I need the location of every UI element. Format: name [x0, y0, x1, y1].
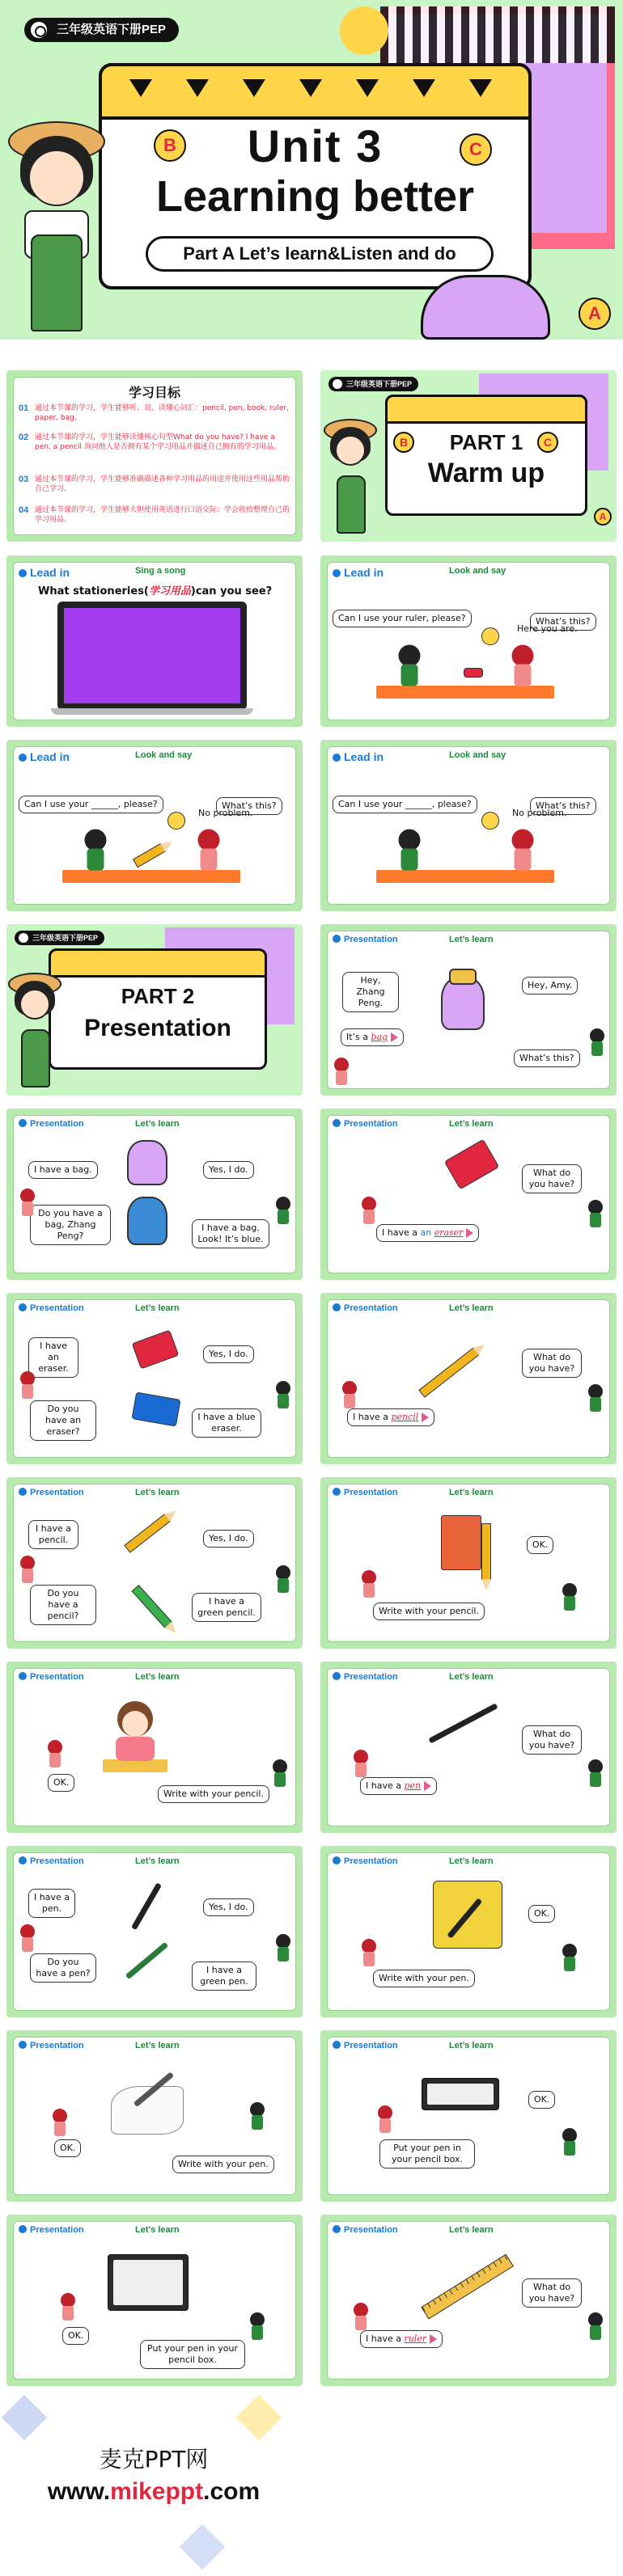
smile-icon — [481, 627, 499, 645]
activity-label: Let’s learn — [135, 1119, 180, 1129]
speech-bubble: I have a bag. Look! It’s blue. — [192, 1219, 269, 1248]
speech-bubble: Write with your pen. — [373, 1970, 475, 1987]
grade-tag-label: 三年级英语下册PEP — [57, 23, 167, 36]
pencil-box-icon — [422, 2078, 499, 2110]
speech-bubble: I have a green pencil. — [192, 1593, 261, 1622]
speech-bubble: I have a pencil. — [28, 1520, 78, 1549]
speech-bubble: Do you have a pencil? — [30, 1585, 96, 1625]
part-card-header — [49, 948, 267, 978]
boy-figure — [271, 1759, 289, 1787]
triangle-decoration — [469, 79, 492, 97]
slide-part1-warmup[interactable] — [320, 370, 617, 542]
vocab-bubble: I have a pen — [360, 1777, 437, 1795]
section-label: Lead in — [333, 566, 384, 579]
grade-tag — [24, 18, 179, 42]
triangle-decoration — [243, 79, 265, 97]
girl-shirt — [116, 1737, 155, 1761]
activity-label: Let’s learn — [449, 935, 494, 944]
eraser-icon — [464, 668, 483, 678]
vocab-bubble: I have a an eraser — [376, 1224, 479, 1242]
section-label: Presentation — [333, 2225, 398, 2235]
grade-tag: 三年级英语下册PEP — [328, 377, 418, 391]
slide-look-and-say-3[interactable] — [320, 740, 617, 911]
speech-bubble: What’s this? — [216, 797, 282, 815]
bullet-icon — [19, 754, 27, 762]
girl-figure — [333, 1058, 350, 1085]
cloud-decoration — [421, 275, 550, 340]
boy-figure — [274, 1934, 292, 1962]
bag-icon — [127, 1140, 167, 1185]
part-card-header — [385, 395, 587, 424]
slide-learn-bag[interactable] — [320, 924, 617, 1096]
slide-write-pencil[interactable] — [320, 1477, 617, 1649]
goal-item: 01 通过本节课的学习，学生能够听、说、读懂心词汇：pencil, pen, book, ruler, paper, bag。 — [19, 403, 289, 422]
speech-bubble: No problem. — [198, 808, 253, 818]
speech-bubble: OK. — [62, 2327, 89, 2345]
bullet-icon — [333, 1856, 341, 1864]
search-icon — [31, 22, 47, 38]
section-label: Presentation — [333, 1672, 398, 1682]
speech-bubble: OK. — [48, 1774, 74, 1792]
bullet-icon — [19, 1856, 27, 1864]
smile-icon — [481, 812, 499, 830]
boy-figure — [587, 2312, 604, 2340]
girl-figure — [360, 1197, 378, 1224]
boy-figure — [83, 830, 109, 871]
activity-label: Let’s learn — [135, 1488, 180, 1497]
diamond-decoration — [180, 2524, 226, 2570]
speech-bubble: Put your pen in your pencil box. — [379, 2139, 475, 2168]
activity-label: Let’s learn — [135, 2225, 180, 2235]
bullet-icon — [19, 569, 27, 577]
diamond-decoration — [236, 2395, 282, 2441]
speech-bubble: Yes, I do. — [203, 1898, 254, 1916]
girl-figure — [46, 1740, 64, 1767]
speech-bubble: What’s this? — [530, 797, 596, 815]
goal-item: 03 通过本节课的学习，学生能够准确描述各种学习用品的用途并使用这些用品帮助自己学习。 — [19, 475, 290, 493]
pencil-box-icon — [108, 2254, 189, 2311]
speech-bubble: OK. — [54, 2139, 81, 2157]
notebook-icon — [441, 1515, 481, 1570]
bullet-icon — [19, 1303, 27, 1311]
eraser-icon — [132, 1329, 180, 1369]
bullet-icon — [19, 1119, 27, 1127]
speech-bubble: What do you have? — [522, 1164, 582, 1193]
bag-flap — [449, 969, 477, 985]
triangle-decoration — [186, 79, 209, 97]
boy-figure — [274, 1197, 292, 1224]
speech-bubble: What do you have? — [522, 1725, 582, 1755]
speech-bubble: I have a blue eraser. — [192, 1408, 261, 1438]
slide-pencil-box-ok[interactable] — [6, 2215, 303, 2386]
part-title: PART 1 — [449, 430, 523, 454]
bullet-icon — [19, 2225, 27, 2233]
girl-figure — [51, 2109, 69, 2136]
boy-figure — [587, 1759, 604, 1787]
girl-illustration — [8, 121, 105, 348]
girl-face — [122, 1711, 148, 1737]
speech-bubble: Can I use your ______, please? — [333, 796, 477, 813]
green-pen-icon — [125, 1942, 169, 1980]
speech-bubble: No problem. — [512, 808, 567, 818]
pen-icon — [428, 1703, 498, 1743]
bullet-icon — [333, 754, 341, 762]
letter-c-ball: C — [537, 432, 558, 453]
activity-label: Let’s learn — [449, 1119, 494, 1129]
boy-figure — [561, 1944, 578, 1971]
goals-title: 学习目标 — [128, 386, 180, 400]
speech-bubble: Yes, I do. — [203, 1345, 254, 1363]
unit-title: Unit 3 — [247, 120, 384, 171]
speech-bubble: OK. — [528, 1905, 555, 1923]
slide-learning-goals[interactable] — [6, 370, 303, 542]
bullet-icon — [333, 1119, 341, 1127]
ruler-icon — [421, 2254, 514, 2320]
girl-figure — [19, 1556, 36, 1583]
boy-figure — [396, 645, 423, 686]
smile-icon — [167, 812, 185, 830]
pencil-icon — [481, 1523, 491, 1580]
speech-bubble: Hey, Zhang Peng. — [342, 972, 399, 1012]
girl-figure — [376, 2105, 394, 2133]
girl-illustration — [8, 973, 61, 1094]
speech-bubble: What’s this? — [514, 1049, 580, 1067]
part-subtitle: Presentation — [84, 1015, 231, 1041]
lead-question: What stationeries(学习用品)can you see? — [38, 585, 273, 598]
activity-label: Let’s learn — [135, 1672, 180, 1682]
speech-bubble: Yes, I do. — [203, 1530, 254, 1548]
slide-learn-pencil[interactable] — [320, 1293, 617, 1464]
speech-bubble: OK. — [528, 2091, 555, 2109]
checker-decoration — [380, 6, 615, 63]
green-pencil-icon — [132, 1585, 172, 1628]
goal-item: 02 通过本节课的学习，学生能够读懂核心句型What do you have? I have a pen, a pencil 询问他人是否拥有某个学习用品并描述自己拥有的学习用品。 — [19, 433, 281, 451]
activity-label: Let’s learn — [135, 1856, 180, 1866]
slide-learn-bag-dialog[interactable] — [6, 1109, 303, 1280]
section-label: Presentation — [19, 2225, 84, 2235]
girl-figure — [19, 1371, 36, 1399]
slide-part2-presentation[interactable] — [6, 924, 303, 1096]
speech-bubble: Write with your pencil. — [158, 1785, 269, 1803]
triangle-decoration — [299, 79, 322, 97]
boy-figure — [274, 1381, 292, 1408]
slide-look-and-say-2[interactable] — [6, 740, 303, 911]
pencil-icon — [124, 1514, 171, 1553]
slide-learn-eraser[interactable] — [320, 1109, 617, 1280]
activity-label: Sing a song — [135, 566, 186, 576]
bullet-icon — [333, 2225, 341, 2233]
speech-bubble: What’s this? — [530, 613, 596, 631]
speech-bubble: Can I use your ______, please? — [19, 796, 163, 813]
girl-figure — [19, 1189, 36, 1216]
section-label: Lead in — [19, 750, 70, 763]
speech-bubble: Do you have a pen? — [30, 1953, 96, 1983]
activity-label: Let’s learn — [449, 1856, 494, 1866]
slide-look-and-say-1[interactable] — [320, 555, 617, 727]
footer-brand: 麦克PPT网 — [99, 2446, 209, 2473]
pencil-icon — [418, 1347, 479, 1397]
girl-figure — [510, 830, 536, 871]
activity-label: Let’s learn — [135, 2041, 180, 2050]
lesson-title: Learning better — [155, 172, 475, 221]
section-label: Lead in — [19, 566, 70, 579]
boy-figure — [248, 2102, 266, 2130]
speech-bubble: Put your pen in your pencil box. — [140, 2340, 245, 2369]
slide-lead-in-song[interactable] — [6, 555, 303, 727]
slide-write-pen-ok[interactable] — [6, 2030, 303, 2202]
desk — [376, 870, 554, 883]
diamond-decoration — [2, 2395, 48, 2441]
speech-bubble: I have a bag. — [28, 1161, 98, 1179]
triangle-decoration — [356, 79, 379, 97]
boy-figure — [248, 2312, 266, 2340]
lesson-subtitle: Part A Let’s learn&Listen and do — [146, 236, 494, 272]
section-label: Presentation — [333, 1119, 398, 1129]
bullet-icon — [19, 2041, 27, 2049]
speech-bubble: I have an eraser. — [28, 1337, 78, 1378]
activity-label: Let’s learn — [449, 1488, 494, 1497]
letter-a-ball: A — [594, 508, 612, 526]
section-label: Presentation — [19, 1119, 84, 1129]
speech-bubble: Do you have an eraser? — [30, 1400, 96, 1441]
girl-figure — [360, 1939, 378, 1966]
speech-bubble: Here you are. — [517, 623, 578, 634]
girl-figure — [59, 2293, 77, 2321]
part-subtitle: Warm up — [427, 458, 545, 488]
desk — [62, 870, 240, 883]
triangle-decoration — [129, 79, 152, 97]
girl-figure — [341, 1381, 358, 1408]
boy-figure — [561, 1583, 578, 1611]
boy-figure — [587, 1384, 604, 1412]
footer-url[interactable]: www.mikeppt.com — [47, 2478, 261, 2505]
slide-learn-ruler[interactable] — [320, 2215, 617, 2386]
slide-write-pen[interactable] — [320, 1846, 617, 2017]
section-label: Presentation — [19, 1488, 84, 1497]
girl-figure — [19, 1924, 36, 1952]
speech-bubble: What do you have? — [522, 2278, 582, 2308]
section-label: Presentation — [19, 2041, 84, 2050]
girl-figure — [360, 1570, 378, 1598]
section-label: Presentation — [19, 1672, 84, 1682]
bullet-icon — [333, 569, 341, 577]
part-title: PART 2 — [121, 984, 195, 1008]
speech-bubble: I have a green pen. — [192, 1962, 256, 1991]
laptop-base — [51, 708, 253, 715]
letter-a-ball: A — [578, 298, 611, 330]
slide-learn-eraser-dialog[interactable] — [6, 1293, 303, 1464]
bullet-icon — [333, 935, 341, 943]
vocab-bubble: It’s a bag — [341, 1028, 404, 1046]
eraser-icon — [444, 1139, 499, 1190]
boy-figure — [396, 830, 423, 871]
desk — [103, 1759, 167, 1772]
activity-label: Let’s learn — [449, 1303, 494, 1313]
speech-bubble: Write with your pen. — [172, 2156, 274, 2173]
pen-icon — [131, 1882, 162, 1930]
pencil-icon — [133, 843, 166, 868]
blue-bag-icon — [127, 1197, 167, 1245]
boy-figure — [561, 2128, 578, 2156]
boy-figure — [588, 1028, 606, 1056]
goal-item: 04 通过本节课的学习，学生能够大胆使用英语进行口语交际；学会收拾整理自己的学习用品。 — [19, 505, 290, 524]
activity-label: Let’s learn — [135, 1303, 180, 1313]
section-label: Presentation — [333, 935, 398, 944]
section-label: Presentation — [19, 1856, 84, 1866]
letter-c-ball: C — [460, 133, 492, 166]
speech-bubble: OK. — [527, 1536, 553, 1554]
activity-label: Let’s learn — [449, 2041, 494, 2050]
speech-bubble: Do you have a bag, Zhang Peng? — [30, 1205, 111, 1245]
title-slide[interactable] — [0, 0, 623, 356]
letter-b-ball: B — [154, 129, 186, 162]
section-label: Presentation — [333, 1488, 398, 1497]
slide-learn-pencil-dialog[interactable] — [6, 1477, 303, 1649]
hero-bottom-border — [0, 340, 623, 356]
boy-figure — [587, 1200, 604, 1227]
boy-figure — [274, 1565, 292, 1593]
video-player[interactable] — [57, 602, 247, 710]
bullet-icon — [333, 1488, 341, 1496]
section-label: Presentation — [333, 1303, 398, 1313]
section-label: Presentation — [333, 1856, 398, 1866]
activity-label: Let’s learn — [449, 2225, 494, 2235]
triangle-decoration — [413, 79, 435, 97]
speech-bubble: Can I use your ruler, please? — [333, 610, 472, 627]
sun-decoration — [340, 6, 388, 55]
grade-tag: 三年级英语下册PEP — [15, 931, 104, 945]
speech-bubble: Write with your pencil. — [373, 1603, 485, 1620]
bullet-icon — [19, 1672, 27, 1680]
speech-bubble: I have a pen. — [28, 1889, 75, 1918]
activity-label: Let’s learn — [449, 1672, 494, 1682]
bullet-icon — [333, 2041, 341, 2049]
bullet-icon — [333, 1672, 341, 1680]
girl-figure — [510, 645, 536, 686]
activity-label: Look and say — [135, 750, 193, 760]
section-label: Presentation — [333, 2041, 398, 2050]
speech-bubble: Hey, Amy. — [522, 977, 578, 995]
desk — [376, 686, 554, 699]
slide-pencil-box[interactable] — [320, 2030, 617, 2202]
slide-learn-pen-dialog[interactable] — [6, 1846, 303, 2017]
slide-write-ok[interactable] — [6, 1662, 303, 1833]
bullet-icon — [333, 1303, 341, 1311]
section-label: Presentation — [19, 1303, 84, 1313]
vocab-bubble: I have a pencil — [347, 1408, 434, 1426]
girl-figure — [352, 1750, 370, 1777]
speech-bubble: Yes, I do. — [203, 1161, 254, 1179]
girl-figure — [352, 2303, 370, 2330]
letter-b-ball: B — [393, 432, 414, 453]
slide-learn-pen[interactable] — [320, 1662, 617, 1833]
vocab-bubble: I have a ruler — [360, 2330, 443, 2348]
girl-figure — [196, 830, 222, 871]
activity-label: Look and say — [449, 750, 506, 760]
girl-illustration — [324, 419, 377, 540]
bullet-icon — [19, 1488, 27, 1496]
section-label: Lead in — [333, 750, 384, 763]
blue-eraser-icon — [131, 1391, 180, 1426]
speech-bubble: What do you have? — [522, 1349, 582, 1378]
activity-label: Look and say — [449, 566, 506, 576]
